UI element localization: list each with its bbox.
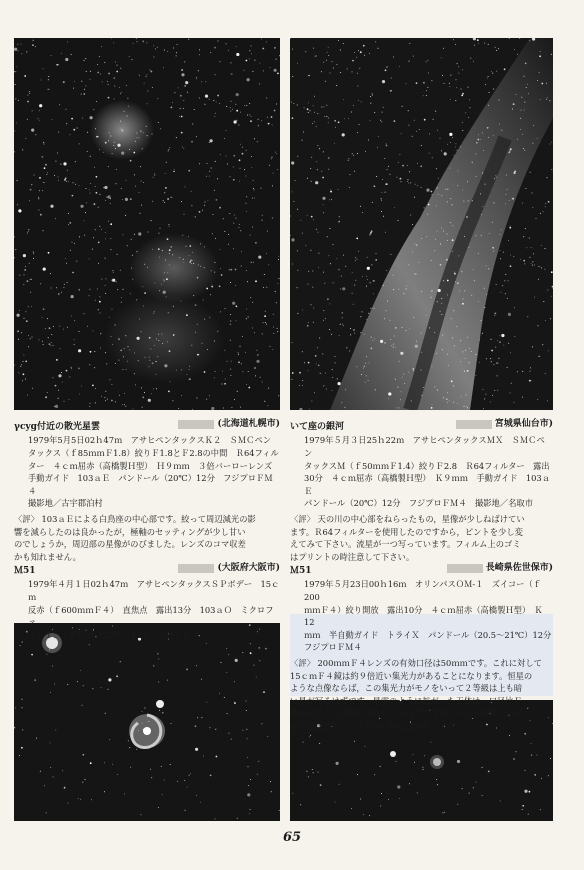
data-line: フジプロＦＭ４	[304, 642, 362, 653]
photo-sagittarius-milky-way	[290, 38, 553, 410]
data-line: ター ４ｃｍ屈赤（高橋製Ｈ型） Ｈ９ｍｍ ３倍バーローレンズ	[28, 460, 273, 471]
redacted-name	[178, 564, 214, 573]
comment-line: 15ｃｍＦ４鏡は約９倍近い集光力があることになります。恒星の	[290, 670, 533, 681]
comment-line: 〈評〉 103ａＥによる白鳥座の中心部です。絞って周辺減光の影	[14, 513, 256, 524]
comment-line: 〈評〉 天の川の中心部をねらったもの，星像が少しねばけてい	[290, 513, 525, 524]
data-line: 手動ガイド 103ａＥ パンドール（20℃）12分 フジプロＦＭ４	[28, 473, 273, 496]
caption-location: (大阪府大阪市)	[217, 563, 280, 573]
comment-line: 響を減らしたのは良かったが，極軸のセッティングが少し甘い	[14, 526, 246, 537]
comment-line: い星が写るはずです。星雲のように拡がった天体は，口径比Ｆ	[290, 695, 522, 706]
data-line: タックス（ｆ85ｍｍＦ1.8）絞りＦ1.8とＦ2.8の中間 Ｒ64フィル	[28, 447, 279, 458]
comment-line: はプリントの時注意して下さい。	[290, 551, 415, 562]
caption-location: 宮城県仙台市)	[494, 419, 553, 429]
photo-gamma-cygni-nebula	[14, 38, 280, 410]
comment-line: 度が問題となって大きい口径にはかないません。	[290, 720, 474, 731]
caption-title: Ｍ51	[14, 565, 36, 576]
data-line: 1979年５月３日25ｈ22ｍ アサヒペンタックスＭＸ ＳＭＣペン	[304, 435, 545, 458]
comment-line: のでしょうか，周辺部の星像がのびました。レンズのコマ収差	[14, 539, 246, 550]
caption-block-4	[290, 562, 553, 733]
caption-block-3	[14, 562, 280, 641]
shooting-data	[14, 578, 280, 641]
caption-title: γcyg付近の散光星雲	[14, 421, 100, 432]
data-line: 1979年5月5日02ｈ47ｍ アサヒペンタックスＫ２ ＳＭＣペン	[28, 435, 272, 446]
data-line: イン１：１希釈液（20℃）12分 月光ＶＲ４	[28, 629, 200, 640]
data-line: タックスＭ（ｆ50ｍｍＦ1.4）絞りＦ2.8 Ｒ64フィルター 露出	[304, 460, 550, 471]
redacted-name	[178, 420, 214, 429]
review-comment	[290, 657, 553, 733]
caption-title: いて座の銀河	[290, 421, 345, 432]
caption-title: Ｍ51	[290, 565, 312, 576]
review-comment	[14, 513, 280, 563]
photo-m51-osaka	[14, 623, 280, 821]
comment-line: 数が同じならば同じ黒みになるはずですが，やはり原板上の尺	[290, 708, 523, 719]
data-line: 1979年４月１日02ｈ47ｍ アサヒペンタックスＳＰボデー 15ｃｍ	[28, 579, 280, 602]
comment-line: かも知れません。	[14, 551, 81, 562]
data-line: パンドール（20℃）12分 フジプロＦＭ４ 撮影地／名取市	[304, 498, 534, 509]
caption-location: (北海道札幌市)	[217, 419, 280, 429]
redacted-name	[456, 420, 492, 429]
data-line: 30分 ４ｃｍ屈赤（高橋製Ｈ型） Ｋ９ｍｍ 手動ガイド 103ａＥ	[304, 473, 551, 496]
review-comment	[290, 513, 553, 563]
data-line: ｍｍ 半自動ガイド トライＸ パンドール（20.5～21℃）12分	[304, 629, 552, 640]
caption-location: 長崎県佐世保市)	[485, 563, 553, 573]
data-line: 撮影地／古宇郡泊村	[28, 498, 103, 509]
caption-block-2	[290, 418, 553, 563]
data-line: ｍｍＦ４）絞り開放 露出10分 ４ｃｍ屈赤（高橋製Ｈ型） Ｋ12	[304, 604, 543, 628]
data-line: 反赤（ｆ600ｍｍＦ４） 直焦点 露出13分 103ａＯ ミクロファ	[28, 604, 274, 628]
shooting-data	[14, 434, 280, 510]
comment-line: 〈評〉 200ｍｍＦ４レンズの有効口径は50ｍｍです。これに対して	[290, 657, 542, 668]
shooting-data	[290, 578, 553, 654]
shooting-data	[290, 434, 553, 510]
caption-block-1	[14, 418, 280, 563]
comment-line: ような点像ならば，この集光力がモノをいって２等級は上も暗	[290, 683, 523, 694]
comment-line: えてみて下さい。流星が一つ写っています。フィルム上のゴミ	[290, 539, 521, 550]
page-number: 65	[282, 830, 302, 845]
comment-line: ます。Ｒ64フィルターを使用したのですから，ピントを少し変	[290, 526, 523, 537]
redacted-name	[447, 564, 483, 573]
data-line: 1979年５月23日00ｈ16ｍ オリンパスＯＭ-１ ズイコー（ｆ200	[304, 579, 542, 602]
